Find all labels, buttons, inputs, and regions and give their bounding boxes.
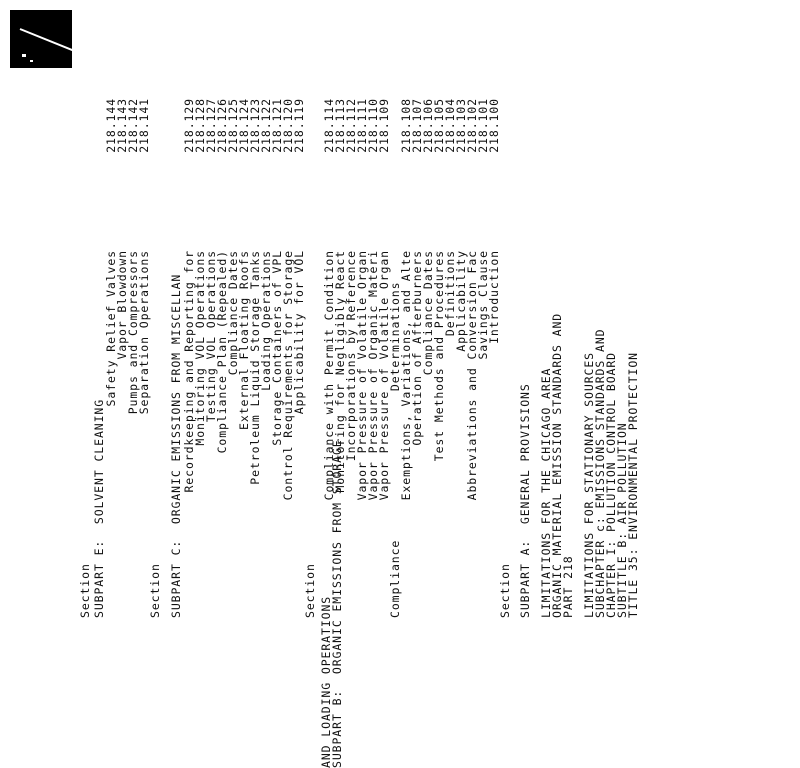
section-description: Compliance Dates [421,250,435,376]
list-item [412,98,424,618]
list-item [434,98,446,618]
section-number: 218.100 [487,98,501,153]
section-description: Vapor Pressure of Volatile Organ [355,250,369,501]
section-description: Introduction [487,250,501,344]
list-item [206,98,218,618]
list-item [346,98,358,618]
list-item [478,98,490,618]
subpart-b-section-label: Section [303,563,317,618]
subpart-a-continuation: Compliance Determinations [388,281,402,618]
part-title-2: LIMITATIONS FOR THE CHICAGO AREA [539,367,553,618]
list-item [456,98,468,618]
list-item [106,98,118,618]
section-number: 218.144 [104,98,118,153]
part-title-1: ORGANIC MATERIAL EMISSION STANDARDS AND [550,312,564,618]
section-number: 218.111 [355,98,369,153]
subpart-e-section-label: Section [78,563,92,618]
subpart-c-section-label: Section [148,563,162,618]
section-number: 218.122 [259,98,273,153]
section-description: Vapor Pressure of Organic Materi [366,250,380,501]
section-number: 218.119 [292,98,306,153]
section-number: 218.129 [182,98,196,153]
list-item [489,98,501,618]
section-number: 218.105 [432,98,446,153]
section-number: 218.103 [454,98,468,153]
list-item [128,98,140,618]
section-description: Incorporations by Reference [344,250,358,462]
section-description: Test Methods and Procedures [432,250,446,462]
subpart-a-section-label: Section [498,563,512,618]
section-number: 218.101 [476,98,490,153]
section-description: Pumps and Compressors [126,250,140,415]
list-item [357,98,369,618]
header-subtitle-line: SUBTITLE B: AIR POLLUTION [615,422,629,618]
section-description: Loading Operations [259,250,273,391]
section-number: 218.120 [281,98,295,153]
subpart-b-title-2: AND LOADING OPERATIONS [319,595,333,768]
list-item [283,98,295,618]
list-item [228,98,240,618]
section-description: Compliance Dates [226,250,240,376]
header-chapter-line: CHAPTER I: POLLUTION CONTROL BOARD [604,351,618,618]
list-item [139,98,151,618]
list-item [368,98,380,618]
section-number: 218.125 [226,98,240,153]
list-item [117,98,129,618]
section-description: Compliance Plan (Repealed) [215,250,229,454]
section-number: 218.106 [421,98,435,153]
list-item [294,98,306,618]
list-item [217,98,229,618]
subpart-c-title: SUBPART C: ORGANIC EMISSIONS FROM MISCELLAN [169,273,183,618]
section-number: 218.124 [237,98,251,153]
list-item [195,98,207,618]
section-description: Operation of Afterburners [410,250,424,446]
section-number: 218.107 [410,98,424,153]
subpart-b-title-1: SUBPART B: ORGANIC EMISSIONS FROM STORAGE [330,439,344,768]
section-description: Definitions [443,250,457,337]
header-limitations-line: LIMITATIONS FOR STATIONARY SOURCES [582,351,596,618]
section-number: 218.112 [344,98,358,153]
section-description: Safety Relief Valves [104,250,118,407]
section-number: 218.109 [377,98,391,153]
list-item [272,98,284,618]
header-subchapter-line: SUBCHAPTER c: EMISSIONS STANDARDS AND [593,328,607,618]
section-description: Applicability for VOL [292,250,306,415]
section-description: Separation Operations [137,250,151,415]
section-description: Control Requirements for Storage [281,250,295,501]
subpart-a-title: SUBPART A: GENERAL PROVISIONS [518,383,532,618]
list-item [445,98,457,618]
section-number: 218.102 [465,98,479,153]
subpart-e-title: SUBPART E: SOLVENT CLEANING [92,398,106,618]
section-number: 218.110 [366,98,380,153]
list-item [401,98,413,618]
section-number: 218.121 [270,98,284,153]
section-description: Petroleum Liquid Storage Tanks [248,250,262,485]
list-item [379,98,391,618]
list-item [184,98,196,618]
section-description: Exemptions, Variations, and Alte [399,250,413,501]
section-description: Recordkeeping and Reporting for [182,250,196,493]
section-description: Vapor Blowdown [115,250,129,360]
section-number: 218.104 [443,98,457,153]
section-description: Savings Clause [476,250,490,360]
section-description: Testing VOL Operations [204,250,218,423]
part-label: PART 218 [561,555,575,618]
list-item [261,98,273,618]
section-number: 218.126 [215,98,229,153]
section-description: Applicability [454,250,468,352]
section-number: 218.128 [193,98,207,153]
section-description: Compliance with Permit Condition [322,250,336,501]
header-title-line: TITLE 35: ENVIRONMENTAL PROTECTION [626,351,640,618]
list-item [239,98,251,618]
section-number: 218.143 [115,98,129,153]
section-number: 218.114 [322,98,336,153]
section-description: Vapor Pressure of Volatile Organ [377,250,391,501]
list-item [467,98,479,618]
section-number: 218.141 [137,98,151,153]
section-description: Storage Containers of VPL [270,250,284,446]
section-number: 218.127 [204,98,218,153]
section-description: Monitoring VOL Operations [193,250,207,446]
list-item [250,98,262,618]
section-number: 218.108 [399,98,413,153]
section-number: 218.123 [248,98,262,153]
section-description: External Floating Roofs [237,250,251,430]
section-description: Monitoring for Negligibly React [333,250,347,493]
list-item [423,98,435,618]
section-number: 218.113 [333,98,347,153]
section-description: Abbreviations and Conversion Fac [465,250,479,501]
section-number: 218.142 [126,98,140,153]
